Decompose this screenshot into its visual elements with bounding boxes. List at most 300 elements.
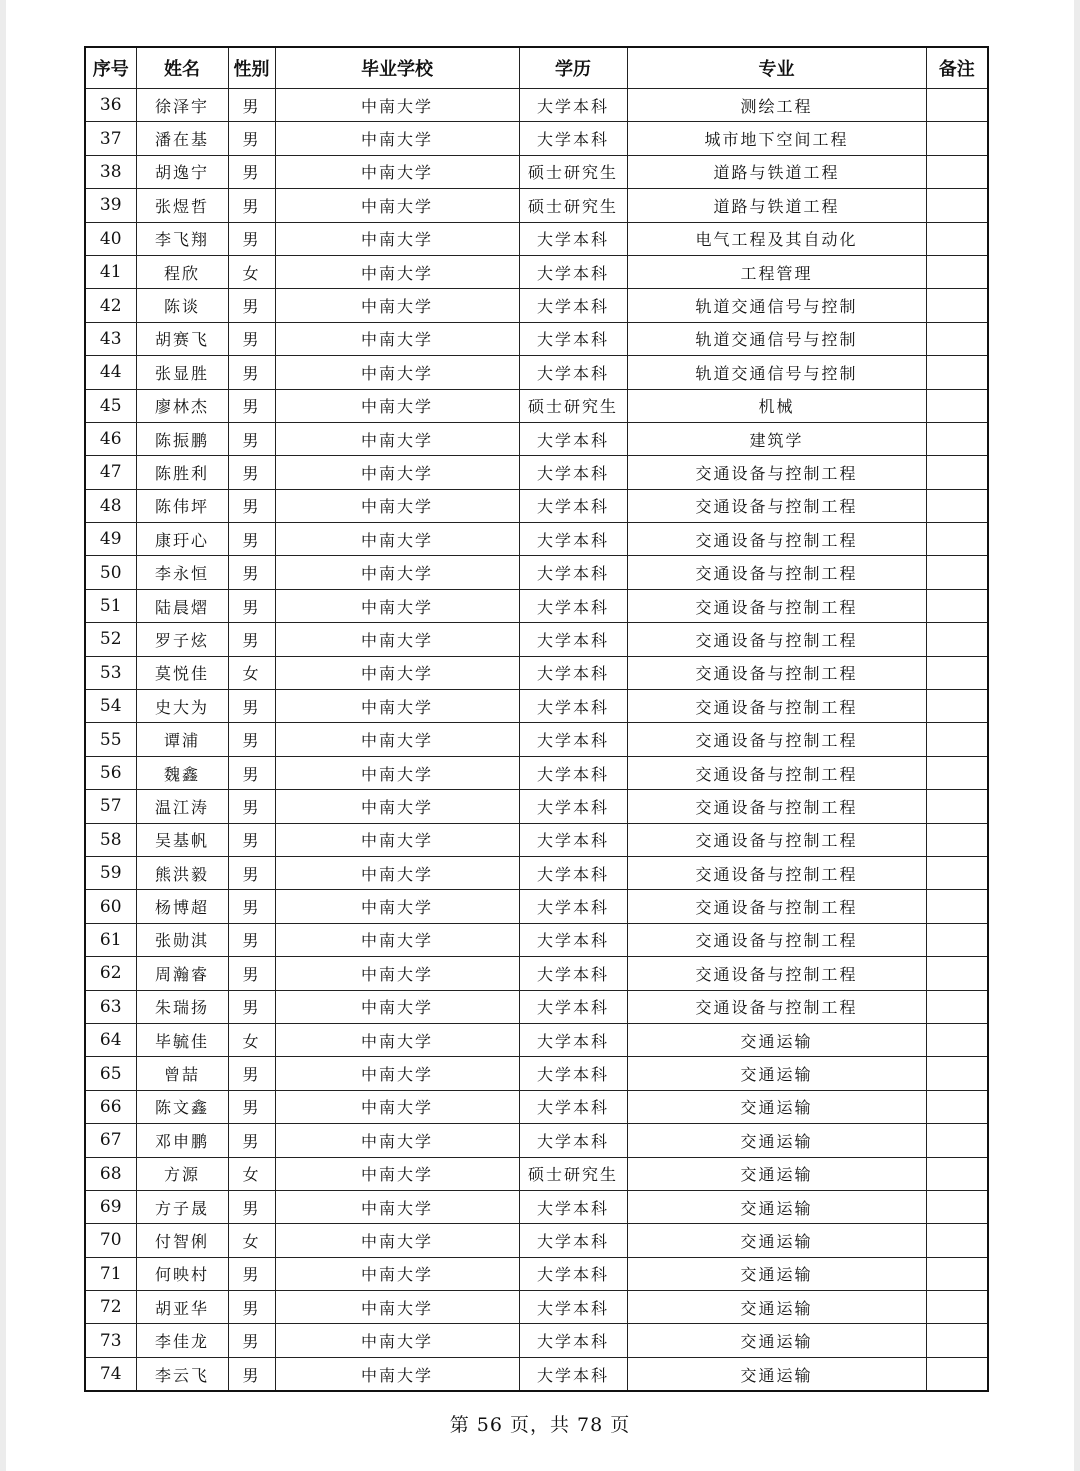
cell-degree: 硕士研究生: [519, 189, 627, 222]
cell-seq: 58: [85, 823, 136, 856]
cell-school: 中南大学: [275, 489, 519, 522]
cell-remark: [926, 1157, 988, 1190]
cell-degree: 大学本科: [519, 1324, 627, 1357]
cell-name: 张显胜: [136, 356, 228, 389]
cell-major: 交通设备与控制工程: [627, 756, 926, 789]
cell-seq: 40: [85, 222, 136, 255]
cell-remark: [926, 856, 988, 889]
cell-remark: [926, 656, 988, 689]
cell-major: 交通运输: [627, 1057, 926, 1090]
cell-school: 中南大学: [275, 456, 519, 489]
cell-seq: 43: [85, 322, 136, 355]
cell-remark: [926, 556, 988, 589]
cell-remark: [926, 1224, 988, 1257]
cell-name: 李云飞: [136, 1357, 228, 1391]
cell-gender: 男: [228, 589, 275, 622]
header-gender: 性别: [228, 47, 275, 89]
cell-seq: 39: [85, 189, 136, 222]
cell-remark: [926, 1023, 988, 1056]
cell-major: 轨道交通信号与控制: [627, 356, 926, 389]
cell-name: 付智俐: [136, 1224, 228, 1257]
cell-degree: 大学本科: [519, 255, 627, 288]
cell-seq: 68: [85, 1157, 136, 1190]
cell-remark: [926, 1324, 988, 1357]
cell-remark: [926, 1357, 988, 1391]
header-major: 专业: [627, 47, 926, 89]
cell-remark: [926, 623, 988, 656]
table-row: [85, 1124, 988, 1157]
cell-major: 交通运输: [627, 1023, 926, 1056]
cell-gender: 男: [228, 422, 275, 455]
table-row: [85, 456, 988, 489]
cell-remark: [926, 690, 988, 723]
cell-name: 胡亚华: [136, 1291, 228, 1324]
table-row: [85, 823, 988, 856]
cell-major: 交通设备与控制工程: [627, 890, 926, 923]
cell-seq: 71: [85, 1257, 136, 1290]
cell-seq: 50: [85, 556, 136, 589]
cell-seq: 70: [85, 1224, 136, 1257]
cell-degree: 大学本科: [519, 1057, 627, 1090]
cell-seq: 63: [85, 990, 136, 1023]
cell-remark: [926, 489, 988, 522]
cell-name: 曾喆: [136, 1057, 228, 1090]
cell-remark: [926, 155, 988, 188]
cell-gender: 男: [228, 155, 275, 188]
cell-major: 交通设备与控制工程: [627, 523, 926, 556]
cell-major: 交通设备与控制工程: [627, 856, 926, 889]
cell-remark: [926, 957, 988, 990]
cell-gender: 男: [228, 456, 275, 489]
cell-major: 交通设备与控制工程: [627, 556, 926, 589]
cell-remark: [926, 222, 988, 255]
cell-gender: 女: [228, 1157, 275, 1190]
cell-name: 方子晟: [136, 1190, 228, 1223]
cell-seq: 65: [85, 1057, 136, 1090]
cell-gender: 男: [228, 1357, 275, 1391]
cell-degree: 大学本科: [519, 790, 627, 823]
cell-degree: 大学本科: [519, 1357, 627, 1391]
table-row: [85, 790, 988, 823]
header-remark: 备注: [926, 47, 988, 89]
cell-degree: 大学本科: [519, 823, 627, 856]
cell-gender: 男: [228, 523, 275, 556]
table-row: [85, 155, 988, 188]
cell-school: 中南大学: [275, 723, 519, 756]
cell-remark: [926, 990, 988, 1023]
cell-major: 道路与铁道工程: [627, 189, 926, 222]
cell-remark: [926, 322, 988, 355]
cell-degree: 大学本科: [519, 1190, 627, 1223]
cell-name: 莫悦佳: [136, 656, 228, 689]
cell-remark: [926, 523, 988, 556]
cell-school: 中南大学: [275, 1190, 519, 1223]
cell-gender: 女: [228, 255, 275, 288]
table-row: [85, 589, 988, 622]
cell-gender: 男: [228, 489, 275, 522]
page-edge-right: [1074, 0, 1080, 1471]
cell-seq: 42: [85, 289, 136, 322]
cell-remark: [926, 723, 988, 756]
cell-degree: 大学本科: [519, 1257, 627, 1290]
cell-gender: 女: [228, 1023, 275, 1056]
cell-school: 中南大学: [275, 589, 519, 622]
table-row: [85, 623, 988, 656]
cell-gender: 男: [228, 823, 275, 856]
table-row: [85, 189, 988, 222]
cell-name: 胡赛飞: [136, 322, 228, 355]
cell-major: 轨道交通信号与控制: [627, 289, 926, 322]
cell-seq: 49: [85, 523, 136, 556]
cell-gender: 男: [228, 923, 275, 956]
cell-school: 中南大学: [275, 1057, 519, 1090]
cell-gender: 男: [228, 1257, 275, 1290]
table-row: [85, 1224, 988, 1257]
cell-remark: [926, 1190, 988, 1223]
cell-school: 中南大学: [275, 690, 519, 723]
cell-degree: 大学本科: [519, 623, 627, 656]
cell-degree: 大学本科: [519, 122, 627, 155]
cell-school: 中南大学: [275, 1023, 519, 1056]
cell-degree: 大学本科: [519, 89, 627, 122]
cell-degree: 大学本科: [519, 356, 627, 389]
cell-gender: 男: [228, 690, 275, 723]
cell-degree: 硕士研究生: [519, 1157, 627, 1190]
cell-school: 中南大学: [275, 1224, 519, 1257]
cell-school: 中南大学: [275, 389, 519, 422]
cell-remark: [926, 790, 988, 823]
cell-name: 李飞翔: [136, 222, 228, 255]
cell-major: 测绘工程: [627, 89, 926, 122]
cell-seq: 66: [85, 1090, 136, 1123]
cell-major: 交通运输: [627, 1291, 926, 1324]
cell-degree: 大学本科: [519, 289, 627, 322]
page-edge-left: [0, 0, 6, 1471]
table-row: [85, 890, 988, 923]
cell-school: 中南大学: [275, 255, 519, 288]
table-row: [85, 1291, 988, 1324]
cell-gender: 男: [228, 189, 275, 222]
cell-major: 交通设备与控制工程: [627, 690, 926, 723]
cell-name: 陆晨熠: [136, 589, 228, 622]
cell-school: 中南大学: [275, 189, 519, 222]
cell-seq: 73: [85, 1324, 136, 1357]
cell-remark: [926, 89, 988, 122]
cell-school: 中南大学: [275, 756, 519, 789]
table-row: [85, 1190, 988, 1223]
table-row: [85, 1357, 988, 1391]
cell-remark: [926, 356, 988, 389]
cell-school: 中南大学: [275, 89, 519, 122]
cell-major: 交通设备与控制工程: [627, 957, 926, 990]
cell-name: 温江涛: [136, 790, 228, 823]
cell-degree: 大学本科: [519, 690, 627, 723]
table-row: [85, 222, 988, 255]
cell-name: 毕毓佳: [136, 1023, 228, 1056]
cell-name: 张煜哲: [136, 189, 228, 222]
table-row: [85, 1257, 988, 1290]
cell-name: 陈振鹏: [136, 422, 228, 455]
cell-name: 程欣: [136, 255, 228, 288]
cell-gender: 男: [228, 723, 275, 756]
cell-name: 熊洪毅: [136, 856, 228, 889]
cell-major: 交通设备与控制工程: [627, 823, 926, 856]
table-row: [85, 523, 988, 556]
cell-seq: 62: [85, 957, 136, 990]
cell-seq: 51: [85, 589, 136, 622]
table-row: [85, 422, 988, 455]
table-row: [85, 990, 988, 1023]
cell-school: 中南大学: [275, 623, 519, 656]
cell-seq: 53: [85, 656, 136, 689]
table-row: [85, 255, 988, 288]
cell-remark: [926, 289, 988, 322]
cell-name: 潘在基: [136, 122, 228, 155]
cell-school: 中南大学: [275, 523, 519, 556]
cell-gender: 男: [228, 1124, 275, 1157]
cell-degree: 硕士研究生: [519, 389, 627, 422]
cell-name: 魏鑫: [136, 756, 228, 789]
cell-school: 中南大学: [275, 957, 519, 990]
cell-seq: 72: [85, 1291, 136, 1324]
cell-remark: [926, 823, 988, 856]
cell-remark: [926, 1291, 988, 1324]
header-school: 毕业学校: [275, 47, 519, 89]
cell-degree: 大学本科: [519, 656, 627, 689]
cell-degree: 大学本科: [519, 322, 627, 355]
cell-degree: 大学本科: [519, 489, 627, 522]
cell-degree: 大学本科: [519, 856, 627, 889]
cell-degree: 大学本科: [519, 589, 627, 622]
cell-gender: 男: [228, 790, 275, 823]
cell-school: 中南大学: [275, 923, 519, 956]
cell-remark: [926, 456, 988, 489]
cell-degree: 大学本科: [519, 1124, 627, 1157]
cell-seq: 38: [85, 155, 136, 188]
cell-gender: 男: [228, 957, 275, 990]
cell-name: 方源: [136, 1157, 228, 1190]
cell-gender: 男: [228, 222, 275, 255]
roster-body: [85, 89, 988, 1392]
cell-major: 道路与铁道工程: [627, 155, 926, 188]
cell-seq: 52: [85, 623, 136, 656]
cell-seq: 46: [85, 422, 136, 455]
cell-school: 中南大学: [275, 1257, 519, 1290]
cell-gender: 男: [228, 122, 275, 155]
table-row: [85, 89, 988, 122]
cell-school: 中南大学: [275, 155, 519, 188]
cell-gender: 男: [228, 1057, 275, 1090]
cell-school: 中南大学: [275, 322, 519, 355]
cell-name: 何映村: [136, 1257, 228, 1290]
cell-name: 陈谈: [136, 289, 228, 322]
cell-major: 交通运输: [627, 1190, 926, 1223]
cell-degree: 大学本科: [519, 723, 627, 756]
page-number: 第 56 页，共 78 页: [449, 1414, 631, 1436]
table-row: [85, 1324, 988, 1357]
cell-school: 中南大学: [275, 1291, 519, 1324]
table-row: [85, 389, 988, 422]
cell-gender: 男: [228, 1090, 275, 1123]
cell-remark: [926, 589, 988, 622]
table-row: [85, 322, 988, 355]
cell-major: 交通运输: [627, 1257, 926, 1290]
cell-seq: 44: [85, 356, 136, 389]
table-row: [85, 556, 988, 589]
cell-name: 李佳龙: [136, 1324, 228, 1357]
cell-major: 建筑学: [627, 422, 926, 455]
table-row: [85, 756, 988, 789]
cell-major: 交通运输: [627, 1224, 926, 1257]
cell-school: 中南大学: [275, 1124, 519, 1157]
header-name: 姓名: [136, 47, 228, 89]
table-row: [85, 356, 988, 389]
cell-major: 轨道交通信号与控制: [627, 322, 926, 355]
cell-gender: 男: [228, 856, 275, 889]
cell-remark: [926, 756, 988, 789]
cell-degree: 大学本科: [519, 523, 627, 556]
cell-degree: 大学本科: [519, 1291, 627, 1324]
table-row: [85, 957, 988, 990]
cell-degree: 大学本科: [519, 556, 627, 589]
cell-school: 中南大学: [275, 656, 519, 689]
cell-name: 胡逸宁: [136, 155, 228, 188]
cell-seq: 45: [85, 389, 136, 422]
table-row: [85, 1157, 988, 1190]
table-row: [85, 489, 988, 522]
cell-school: 中南大学: [275, 122, 519, 155]
header-degree: 学历: [519, 47, 627, 89]
cell-school: 中南大学: [275, 1324, 519, 1357]
cell-remark: [926, 890, 988, 923]
cell-remark: [926, 255, 988, 288]
cell-gender: 男: [228, 356, 275, 389]
cell-major: 交通运输: [627, 1124, 926, 1157]
cell-school: 中南大学: [275, 1157, 519, 1190]
cell-seq: 37: [85, 122, 136, 155]
cell-school: 中南大学: [275, 222, 519, 255]
cell-name: 罗子炫: [136, 623, 228, 656]
cell-name: 邓申鹏: [136, 1124, 228, 1157]
cell-name: 廖林杰: [136, 389, 228, 422]
cell-name: 康玗心: [136, 523, 228, 556]
cell-seq: 64: [85, 1023, 136, 1056]
cell-name: 吴基帆: [136, 823, 228, 856]
cell-degree: 大学本科: [519, 1090, 627, 1123]
cell-name: 史大为: [136, 690, 228, 723]
table-row: [85, 723, 988, 756]
cell-seq: 69: [85, 1190, 136, 1223]
cell-gender: 男: [228, 389, 275, 422]
cell-major: 交通设备与控制工程: [627, 923, 926, 956]
table-row: [85, 690, 988, 723]
cell-remark: [926, 1057, 988, 1090]
cell-gender: 男: [228, 623, 275, 656]
cell-gender: 男: [228, 890, 275, 923]
cell-major: 交通设备与控制工程: [627, 723, 926, 756]
cell-major: 交通运输: [627, 1090, 926, 1123]
header-row: [85, 47, 988, 89]
cell-major: 交通运输: [627, 1157, 926, 1190]
cell-school: 中南大学: [275, 990, 519, 1023]
cell-school: 中南大学: [275, 1357, 519, 1391]
cell-name: 陈文鑫: [136, 1090, 228, 1123]
cell-school: 中南大学: [275, 422, 519, 455]
cell-seq: 36: [85, 89, 136, 122]
cell-remark: [926, 389, 988, 422]
cell-seq: 59: [85, 856, 136, 889]
cell-name: 朱瑞扬: [136, 990, 228, 1023]
table-row: [85, 1090, 988, 1123]
cell-school: 中南大学: [275, 556, 519, 589]
cell-gender: 男: [228, 89, 275, 122]
table-row: [85, 656, 988, 689]
cell-seq: 41: [85, 255, 136, 288]
cell-name: 杨博超: [136, 890, 228, 923]
cell-remark: [926, 1257, 988, 1290]
cell-gender: 男: [228, 1190, 275, 1223]
cell-seq: 48: [85, 489, 136, 522]
cell-gender: 男: [228, 1324, 275, 1357]
cell-major: 交通运输: [627, 1324, 926, 1357]
cell-gender: 男: [228, 289, 275, 322]
cell-gender: 男: [228, 556, 275, 589]
cell-remark: [926, 923, 988, 956]
header-seq: 序号: [85, 47, 136, 89]
cell-remark: [926, 122, 988, 155]
cell-degree: 大学本科: [519, 1224, 627, 1257]
table-row: [85, 1023, 988, 1056]
cell-degree: 大学本科: [519, 222, 627, 255]
cell-remark: [926, 189, 988, 222]
cell-degree: 大学本科: [519, 957, 627, 990]
cell-major: 电气工程及其自动化: [627, 222, 926, 255]
cell-name: 陈胜利: [136, 456, 228, 489]
cell-major: 机械: [627, 389, 926, 422]
cell-degree: 大学本科: [519, 456, 627, 489]
cell-seq: 67: [85, 1124, 136, 1157]
table-row: [85, 122, 988, 155]
table-row: [85, 1057, 988, 1090]
cell-seq: 56: [85, 756, 136, 789]
cell-school: 中南大学: [275, 356, 519, 389]
cell-gender: 男: [228, 990, 275, 1023]
cell-gender: 男: [228, 322, 275, 355]
cell-gender: 女: [228, 1224, 275, 1257]
cell-degree: 硕士研究生: [519, 155, 627, 188]
cell-name: 周瀚睿: [136, 957, 228, 990]
cell-seq: 57: [85, 790, 136, 823]
cell-school: 中南大学: [275, 856, 519, 889]
cell-school: 中南大学: [275, 289, 519, 322]
cell-major: 交通设备与控制工程: [627, 489, 926, 522]
cell-major: 城市地下空间工程: [627, 122, 926, 155]
cell-gender: 男: [228, 1291, 275, 1324]
cell-major: 交通运输: [627, 1357, 926, 1391]
cell-remark: [926, 422, 988, 455]
cell-major: 工程管理: [627, 255, 926, 288]
cell-name: 陈伟坪: [136, 489, 228, 522]
cell-name: 谭浦: [136, 723, 228, 756]
cell-major: 交通设备与控制工程: [627, 623, 926, 656]
cell-gender: 女: [228, 656, 275, 689]
cell-major: 交通设备与控制工程: [627, 456, 926, 489]
cell-school: 中南大学: [275, 790, 519, 823]
table-row: [85, 923, 988, 956]
cell-seq: 47: [85, 456, 136, 489]
cell-name: 张勋淇: [136, 923, 228, 956]
cell-name: 李永恒: [136, 556, 228, 589]
